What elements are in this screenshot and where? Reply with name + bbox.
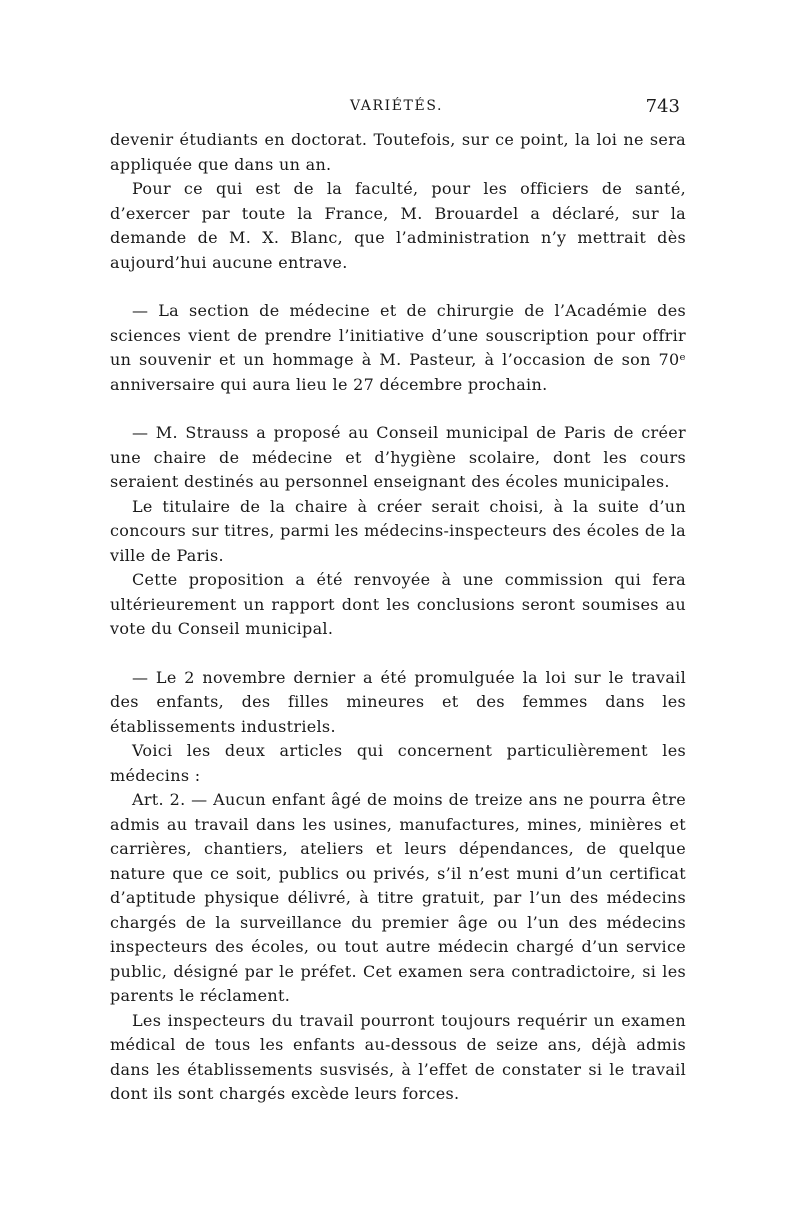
running-head: VARIÉTÉS.: [350, 98, 444, 114]
paragraph-souscription-pasteur: — La section de médecine et de chirurgie de l’Académie des sciences vient de prendre l’initiative d’une souscription pour offrir un souvenir et un hommage à M. Pasteur, à l’occasion de son 70ᵉ anniversaire qui aura lieu le 27 décembre prochain.: [110, 301, 686, 394]
paragraph-article-2: Art. 2. — Aucun enfant âgé de moins de treize ans ne pourra être admis au travail dans les usines, manufactures, mines, minières et carrières, chantiers, ateliers et leurs dépendances, de quelque nature que ce soit, publics ou privés, s’il n’est muni d’un certificat d’aptitude physique délivré, à titre gratuit, par l’un des médecins chargés de la surveillance du premier âge ou l’un des médecins inspecteurs des écoles, ou tout autre médecin chargé d’un service public, désigné par le préfet. Cet examen sera contradictoire, si les parents le réclament.: [110, 790, 686, 1005]
paragraph-chaire-hygiene: — M. Strauss a proposé au Conseil municipal de Paris de créer une chaire de médecine et d’hygiène scolaire, dont les cours seraient destinés au personnel enseignant des écoles municipales.: [110, 423, 686, 491]
body-text: [110, 128, 686, 1107]
paragraph-articles-intro: Voici les deux articles qui concernent particulièrement les médecins :: [110, 741, 686, 785]
page-number: 743: [645, 96, 680, 117]
paragraph-commission: Cette proposition a été renvoyée à une commission qui fera ultérieurement un rapport dont les conclusions seront soumises au vote du Conseil municipal.: [110, 570, 686, 638]
paragraph-titulaire: Le titulaire de la chaire à créer serait choisi, à la suite d’un concours sur titres, parmi les médecins-inspecteurs des écoles de la ville de Paris.: [110, 496, 686, 565]
paragraph-officiers-sante: Pour ce qui est de la faculté, pour les officiers de santé, d’exercer par toute la France, M. Brouardel a déclaré, sur la demande de M. X. Blanc, que l’administration n’y mettrait dès aujourd’hui aucune entrave.: [110, 179, 686, 272]
page-header: [110, 96, 680, 122]
paragraph-inspecteurs: Les inspecteurs du travail pourront toujours requérir un examen médical de tous les enfants au-dessous de seize ans, déjà admis dans les établissements susvisés, à l’effet de constater si le travail dont ils sont chargés excède leurs forces.: [110, 1010, 686, 1103]
paragraph-loi-travail: — Le 2 novembre dernier a été promulguée la loi sur le travail des enfants, des filles mineures et des femmes dans les établissements industriels.: [110, 667, 686, 736]
paragraph-continuation: devenir étudiants en doctorat. Toutefois, sur ce point, la loi ne sera appliquée que dans un an.: [110, 130, 686, 174]
